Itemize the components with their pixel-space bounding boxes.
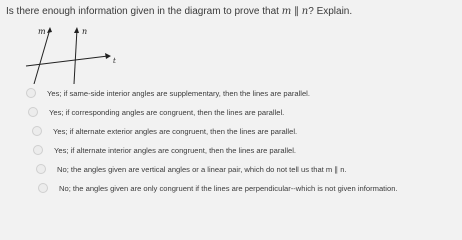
radio-button[interactable] xyxy=(32,126,42,136)
option-label: Yes; if corresponding angles are congruent, then the lines are parallel. xyxy=(49,107,285,117)
radio-button[interactable] xyxy=(36,164,46,174)
option-alternate-exterior[interactable] xyxy=(32,125,297,137)
question-prefix: Is there enough information given in the diagram to prove that xyxy=(6,6,279,17)
question-suffix: ? Explain. xyxy=(308,6,353,17)
arrow-m-top xyxy=(47,27,52,33)
parallel-lines-diagram xyxy=(22,22,132,84)
radio-button[interactable] xyxy=(38,183,48,193)
option-vertical-linear-pair[interactable] xyxy=(36,163,347,175)
arrow-n-top xyxy=(74,27,79,33)
radio-button[interactable] xyxy=(33,145,43,155)
arrow-t-right xyxy=(105,53,111,59)
option-alternate-interior[interactable] xyxy=(33,144,296,156)
line-m xyxy=(34,29,50,84)
question-var-n: n xyxy=(301,6,309,17)
question-parallel-symbol: ∥ xyxy=(294,6,299,17)
radio-button[interactable] xyxy=(28,107,38,117)
line-n xyxy=(74,29,77,84)
option-label: Yes; if alternate interior angles are congruent, then the lines are parallel. xyxy=(54,145,297,155)
label-n: n xyxy=(82,27,88,36)
option-same-side-interior[interactable] xyxy=(26,87,310,99)
radio-button[interactable] xyxy=(26,88,36,98)
option-corresponding[interactable] xyxy=(28,106,284,118)
option-label: No; the angles given are vertical angles or a linear pair, which do not tell us that m ∥ n. xyxy=(57,164,347,174)
question-text xyxy=(6,6,352,17)
option-label: Yes; if alternate exterior angles are congruent, then the lines are parallel. xyxy=(53,126,298,136)
label-t: t xyxy=(113,57,116,65)
option-label: Yes; if same-side interior angles are supplementary, then the lines are parallel. xyxy=(47,88,310,98)
label-m: m xyxy=(38,27,46,36)
line-t xyxy=(26,56,108,66)
question-var-m: m xyxy=(281,6,292,17)
option-label: No; the angles given are only congruent if the lines are perpendicular--which is not given information. xyxy=(59,183,398,193)
option-perpendicular[interactable] xyxy=(38,182,398,194)
